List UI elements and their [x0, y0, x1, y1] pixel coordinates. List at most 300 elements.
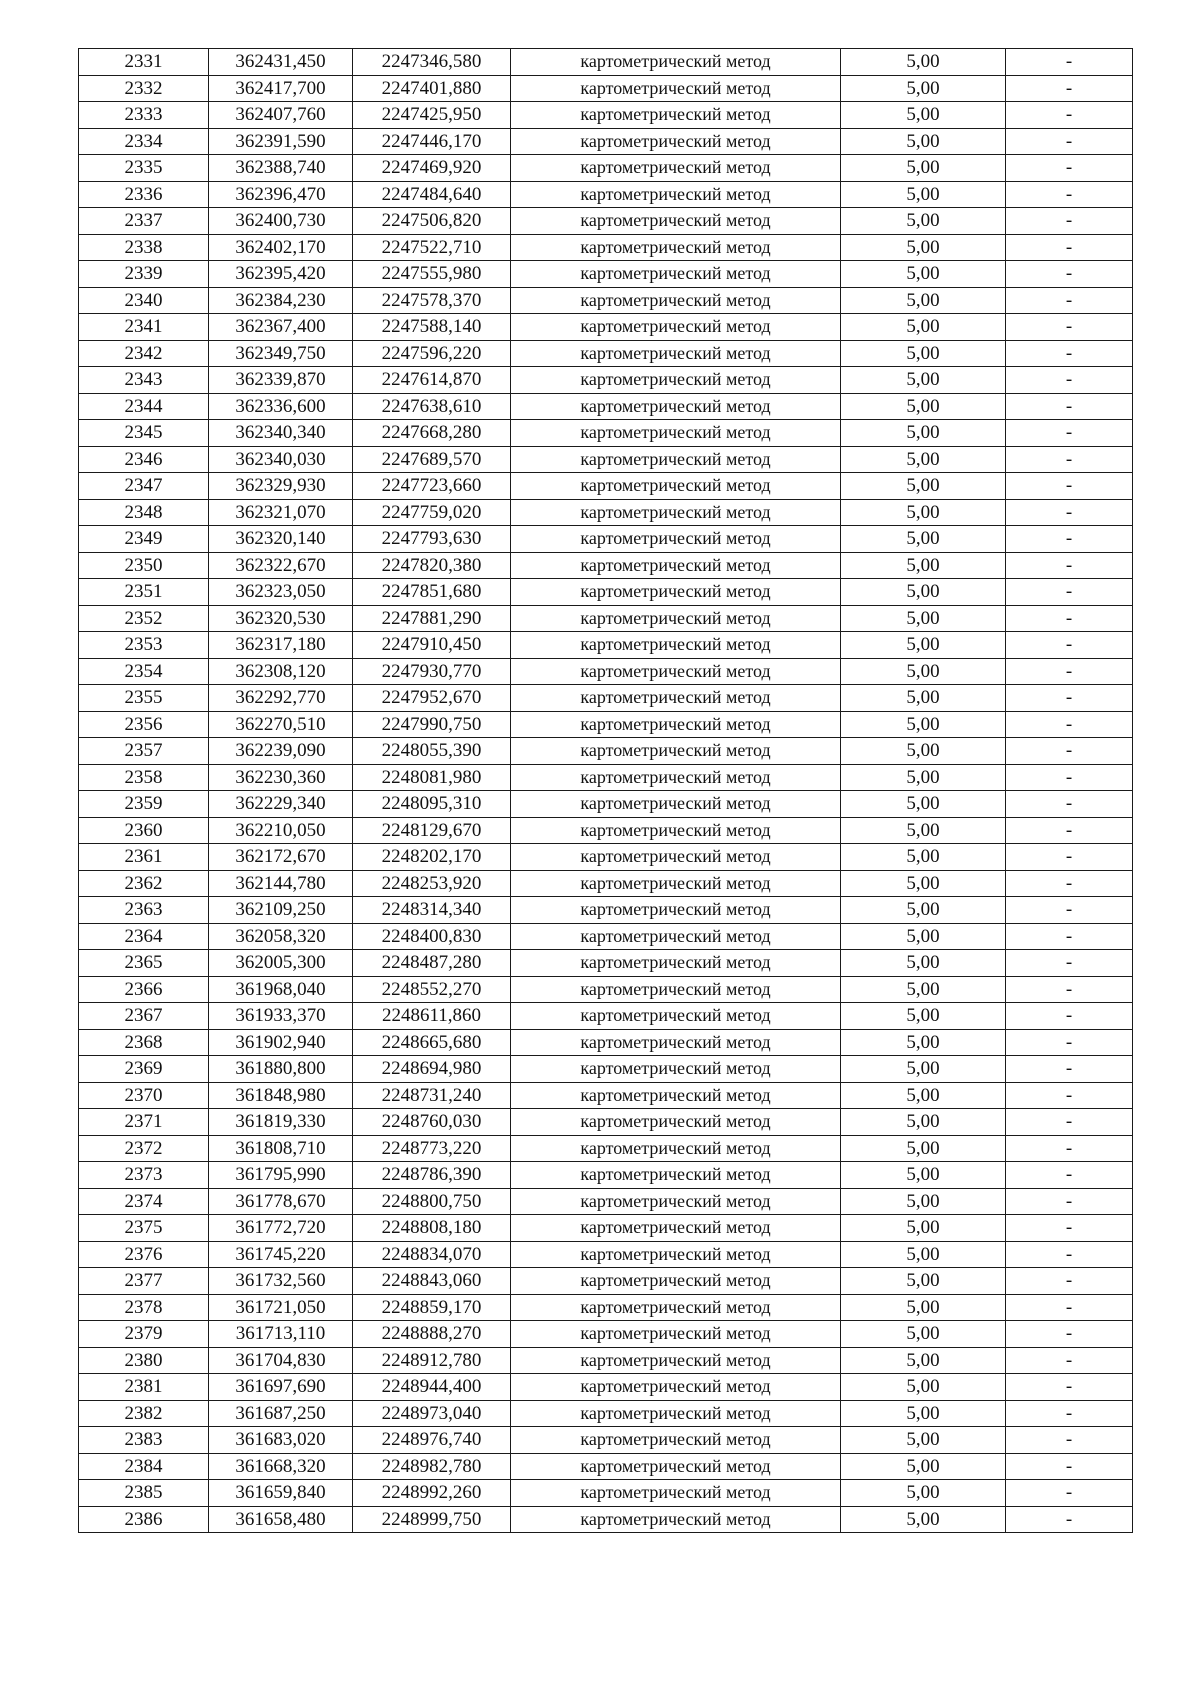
x-coordinate-cell: 361697,690 — [209, 1374, 353, 1401]
y-coordinate-cell: 2247638,610 — [353, 393, 511, 420]
x-coordinate-cell: 361658,480 — [209, 1506, 353, 1533]
x-coordinate-cell: 361795,990 — [209, 1162, 353, 1189]
table-row — [79, 1294, 1133, 1321]
table-row — [79, 1135, 1133, 1162]
y-coordinate-cell: 2248202,170 — [353, 844, 511, 871]
table-row — [79, 1188, 1133, 1215]
accuracy-cell: 5,00 — [841, 499, 1006, 526]
accuracy-cell: 5,00 — [841, 1400, 1006, 1427]
x-coordinate-cell: 361880,800 — [209, 1056, 353, 1083]
y-coordinate-cell: 2248552,270 — [353, 976, 511, 1003]
method-cell: картометрический метод — [511, 685, 841, 712]
description-cell: - — [1006, 1268, 1133, 1295]
x-coordinate-cell: 362321,070 — [209, 499, 353, 526]
y-coordinate-cell: 2247881,290 — [353, 605, 511, 632]
description-cell: - — [1006, 579, 1133, 606]
method-cell: картометрический метод — [511, 844, 841, 871]
accuracy-cell: 5,00 — [841, 791, 1006, 818]
y-coordinate-cell: 2248982,780 — [353, 1453, 511, 1480]
table-row — [79, 1268, 1133, 1295]
method-cell: картометрический метод — [511, 102, 841, 129]
method-cell: картометрический метод — [511, 1162, 841, 1189]
method-cell: картометрический метод — [511, 1188, 841, 1215]
accuracy-cell: 5,00 — [841, 446, 1006, 473]
point-number-cell: 2384 — [79, 1453, 209, 1480]
point-number-cell: 2375 — [79, 1215, 209, 1242]
point-number-cell: 2342 — [79, 340, 209, 367]
y-coordinate-cell: 2248773,220 — [353, 1135, 511, 1162]
accuracy-cell: 5,00 — [841, 1215, 1006, 1242]
x-coordinate-cell: 362417,700 — [209, 75, 353, 102]
table-row — [79, 155, 1133, 182]
table-row — [79, 1109, 1133, 1136]
x-coordinate-cell: 362320,140 — [209, 526, 353, 553]
point-number-cell: 2357 — [79, 738, 209, 765]
method-cell: картометрический метод — [511, 632, 841, 659]
description-cell: - — [1006, 526, 1133, 553]
accuracy-cell: 5,00 — [841, 393, 1006, 420]
y-coordinate-cell: 2247614,870 — [353, 367, 511, 394]
y-coordinate-cell: 2247555,980 — [353, 261, 511, 288]
description-cell: - — [1006, 393, 1133, 420]
method-cell: картометрический метод — [511, 1400, 841, 1427]
method-cell: картометрический метод — [511, 314, 841, 341]
accuracy-cell: 5,00 — [841, 1056, 1006, 1083]
x-coordinate-cell: 361668,320 — [209, 1453, 353, 1480]
table-row — [79, 711, 1133, 738]
accuracy-cell: 5,00 — [841, 1241, 1006, 1268]
description-cell: - — [1006, 446, 1133, 473]
x-coordinate-cell: 361819,330 — [209, 1109, 353, 1136]
method-cell: картометрический метод — [511, 1294, 841, 1321]
y-coordinate-cell: 2247446,170 — [353, 128, 511, 155]
table-row — [79, 1506, 1133, 1533]
point-number-cell: 2382 — [79, 1400, 209, 1427]
x-coordinate-cell: 361659,840 — [209, 1480, 353, 1507]
table-row — [79, 102, 1133, 129]
description-cell: - — [1006, 658, 1133, 685]
y-coordinate-cell: 2248760,030 — [353, 1109, 511, 1136]
y-coordinate-cell: 2247930,770 — [353, 658, 511, 685]
y-coordinate-cell: 2248694,980 — [353, 1056, 511, 1083]
x-coordinate-cell: 362210,050 — [209, 817, 353, 844]
y-coordinate-cell: 2248834,070 — [353, 1241, 511, 1268]
description-cell: - — [1006, 711, 1133, 738]
table-row — [79, 526, 1133, 553]
x-coordinate-cell: 361745,220 — [209, 1241, 353, 1268]
point-number-cell: 2383 — [79, 1427, 209, 1454]
x-coordinate-cell: 362172,670 — [209, 844, 353, 871]
y-coordinate-cell: 2248808,180 — [353, 1215, 511, 1242]
y-coordinate-cell: 2247820,380 — [353, 552, 511, 579]
table-row — [79, 1056, 1133, 1083]
point-number-cell: 2381 — [79, 1374, 209, 1401]
x-coordinate-cell: 361687,250 — [209, 1400, 353, 1427]
description-cell: - — [1006, 287, 1133, 314]
method-cell: картометрический метод — [511, 1268, 841, 1295]
point-number-cell: 2372 — [79, 1135, 209, 1162]
y-coordinate-cell: 2248843,060 — [353, 1268, 511, 1295]
y-coordinate-cell: 2248095,310 — [353, 791, 511, 818]
point-number-cell: 2337 — [79, 208, 209, 235]
table-row — [79, 75, 1133, 102]
description-cell: - — [1006, 923, 1133, 950]
description-cell: - — [1006, 1135, 1133, 1162]
point-number-cell: 2367 — [79, 1003, 209, 1030]
y-coordinate-cell: 2248973,040 — [353, 1400, 511, 1427]
y-coordinate-cell: 2248800,750 — [353, 1188, 511, 1215]
accuracy-cell: 5,00 — [841, 1268, 1006, 1295]
description-cell: - — [1006, 844, 1133, 871]
x-coordinate-cell: 361968,040 — [209, 976, 353, 1003]
table-row — [79, 1003, 1133, 1030]
accuracy-cell: 5,00 — [841, 1003, 1006, 1030]
point-number-cell: 2378 — [79, 1294, 209, 1321]
x-coordinate-cell: 362396,470 — [209, 181, 353, 208]
x-coordinate-cell: 362292,770 — [209, 685, 353, 712]
accuracy-cell: 5,00 — [841, 367, 1006, 394]
point-number-cell: 2344 — [79, 393, 209, 420]
description-cell: - — [1006, 791, 1133, 818]
accuracy-cell: 5,00 — [841, 764, 1006, 791]
table-row — [79, 579, 1133, 606]
method-cell: картометрический метод — [511, 764, 841, 791]
y-coordinate-cell: 2247793,630 — [353, 526, 511, 553]
y-coordinate-cell: 2248976,740 — [353, 1427, 511, 1454]
accuracy-cell: 5,00 — [841, 1453, 1006, 1480]
accuracy-cell: 5,00 — [841, 1082, 1006, 1109]
point-number-cell: 2359 — [79, 791, 209, 818]
point-number-cell: 2368 — [79, 1029, 209, 1056]
method-cell: картометрический метод — [511, 155, 841, 182]
method-cell: картометрический метод — [511, 1480, 841, 1507]
x-coordinate-cell: 361772,720 — [209, 1215, 353, 1242]
method-cell: картометрический метод — [511, 1241, 841, 1268]
table-row — [79, 1400, 1133, 1427]
table-row — [79, 605, 1133, 632]
x-coordinate-cell: 362391,590 — [209, 128, 353, 155]
point-number-cell: 2361 — [79, 844, 209, 871]
table-row — [79, 1082, 1133, 1109]
description-cell: - — [1006, 181, 1133, 208]
x-coordinate-cell: 361732,560 — [209, 1268, 353, 1295]
accuracy-cell: 5,00 — [841, 208, 1006, 235]
accuracy-cell: 5,00 — [841, 1374, 1006, 1401]
method-cell: картометрический метод — [511, 1506, 841, 1533]
method-cell: картометрический метод — [511, 340, 841, 367]
accuracy-cell: 5,00 — [841, 155, 1006, 182]
table-row — [79, 446, 1133, 473]
accuracy-cell: 5,00 — [841, 1347, 1006, 1374]
x-coordinate-cell: 362322,670 — [209, 552, 353, 579]
description-cell: - — [1006, 1294, 1133, 1321]
x-coordinate-cell: 361704,830 — [209, 1347, 353, 1374]
y-coordinate-cell: 2247668,280 — [353, 420, 511, 447]
description-cell: - — [1006, 764, 1133, 791]
y-coordinate-cell: 2248314,340 — [353, 897, 511, 924]
y-coordinate-cell: 2248859,170 — [353, 1294, 511, 1321]
y-coordinate-cell: 2247596,220 — [353, 340, 511, 367]
accuracy-cell: 5,00 — [841, 632, 1006, 659]
x-coordinate-cell: 361848,980 — [209, 1082, 353, 1109]
x-coordinate-cell: 362336,600 — [209, 393, 353, 420]
description-cell: - — [1006, 1321, 1133, 1348]
x-coordinate-cell: 362005,300 — [209, 950, 353, 977]
x-coordinate-cell: 362388,740 — [209, 155, 353, 182]
y-coordinate-cell: 2247990,750 — [353, 711, 511, 738]
description-cell: - — [1006, 1162, 1133, 1189]
method-cell: картометрический метод — [511, 1056, 841, 1083]
description-cell: - — [1006, 234, 1133, 261]
description-cell: - — [1006, 367, 1133, 394]
point-number-cell: 2335 — [79, 155, 209, 182]
description-cell: - — [1006, 1400, 1133, 1427]
accuracy-cell: 5,00 — [841, 950, 1006, 977]
table-row — [79, 1029, 1133, 1056]
x-coordinate-cell: 361808,710 — [209, 1135, 353, 1162]
y-coordinate-cell: 2248731,240 — [353, 1082, 511, 1109]
accuracy-cell: 5,00 — [841, 1480, 1006, 1507]
y-coordinate-cell: 2248129,670 — [353, 817, 511, 844]
point-number-cell: 2358 — [79, 764, 209, 791]
point-number-cell: 2347 — [79, 473, 209, 500]
description-cell: - — [1006, 1188, 1133, 1215]
method-cell: картометрический метод — [511, 1135, 841, 1162]
description-cell: - — [1006, 102, 1133, 129]
method-cell: картометрический метод — [511, 499, 841, 526]
accuracy-cell: 5,00 — [841, 1506, 1006, 1533]
description-cell: - — [1006, 155, 1133, 182]
point-number-cell: 2362 — [79, 870, 209, 897]
x-coordinate-cell: 362340,030 — [209, 446, 353, 473]
y-coordinate-cell: 2247425,950 — [353, 102, 511, 129]
accuracy-cell: 5,00 — [841, 234, 1006, 261]
point-number-cell: 2349 — [79, 526, 209, 553]
point-number-cell: 2345 — [79, 420, 209, 447]
description-cell: - — [1006, 552, 1133, 579]
y-coordinate-cell: 2247723,660 — [353, 473, 511, 500]
description-cell: - — [1006, 1427, 1133, 1454]
accuracy-cell: 5,00 — [841, 711, 1006, 738]
description-cell: - — [1006, 1480, 1133, 1507]
y-coordinate-cell: 2248999,750 — [353, 1506, 511, 1533]
point-number-cell: 2364 — [79, 923, 209, 950]
y-coordinate-cell: 2248888,270 — [353, 1321, 511, 1348]
y-coordinate-cell: 2247401,880 — [353, 75, 511, 102]
table-row — [79, 393, 1133, 420]
y-coordinate-cell: 2248487,280 — [353, 950, 511, 977]
table-row — [79, 552, 1133, 579]
point-number-cell: 2350 — [79, 552, 209, 579]
table-row — [79, 287, 1133, 314]
method-cell: картометрический метод — [511, 711, 841, 738]
method-cell: картометрический метод — [511, 791, 841, 818]
method-cell: картометрический метод — [511, 128, 841, 155]
y-coordinate-cell: 2248081,980 — [353, 764, 511, 791]
accuracy-cell: 5,00 — [841, 261, 1006, 288]
description-cell: - — [1006, 1453, 1133, 1480]
table-row — [79, 658, 1133, 685]
table-row — [79, 261, 1133, 288]
table-row — [79, 950, 1133, 977]
point-number-cell: 2370 — [79, 1082, 209, 1109]
point-number-cell: 2341 — [79, 314, 209, 341]
description-cell: - — [1006, 128, 1133, 155]
point-number-cell: 2346 — [79, 446, 209, 473]
x-coordinate-cell: 362349,750 — [209, 340, 353, 367]
table-row — [79, 128, 1133, 155]
description-cell: - — [1006, 738, 1133, 765]
y-coordinate-cell: 2247346,580 — [353, 49, 511, 76]
accuracy-cell: 5,00 — [841, 473, 1006, 500]
method-cell: картометрический метод — [511, 579, 841, 606]
accuracy-cell: 5,00 — [841, 1162, 1006, 1189]
point-number-cell: 2348 — [79, 499, 209, 526]
point-number-cell: 2360 — [79, 817, 209, 844]
accuracy-cell: 5,00 — [841, 287, 1006, 314]
y-coordinate-cell: 2248611,860 — [353, 1003, 511, 1030]
point-number-cell: 2340 — [79, 287, 209, 314]
point-number-cell: 2376 — [79, 1241, 209, 1268]
accuracy-cell: 5,00 — [841, 552, 1006, 579]
document-page — [78, 48, 1132, 1533]
table-row — [79, 208, 1133, 235]
point-number-cell: 2336 — [79, 181, 209, 208]
table-row — [79, 1453, 1133, 1480]
point-number-cell: 2371 — [79, 1109, 209, 1136]
point-number-cell: 2351 — [79, 579, 209, 606]
y-coordinate-cell: 2248912,780 — [353, 1347, 511, 1374]
table-row — [79, 791, 1133, 818]
table-row — [79, 1374, 1133, 1401]
x-coordinate-cell: 362239,090 — [209, 738, 353, 765]
description-cell: - — [1006, 420, 1133, 447]
x-coordinate-cell: 362144,780 — [209, 870, 353, 897]
coordinates-table-body — [79, 49, 1133, 1533]
coordinates-table — [78, 48, 1133, 1533]
table-row — [79, 473, 1133, 500]
x-coordinate-cell: 362229,340 — [209, 791, 353, 818]
accuracy-cell: 5,00 — [841, 1135, 1006, 1162]
y-coordinate-cell: 2247588,140 — [353, 314, 511, 341]
y-coordinate-cell: 2247469,920 — [353, 155, 511, 182]
method-cell: картометрический метод — [511, 923, 841, 950]
accuracy-cell: 5,00 — [841, 75, 1006, 102]
point-number-cell: 2380 — [79, 1347, 209, 1374]
table-row — [79, 976, 1133, 1003]
accuracy-cell: 5,00 — [841, 1188, 1006, 1215]
description-cell: - — [1006, 314, 1133, 341]
description-cell: - — [1006, 632, 1133, 659]
table-row — [79, 764, 1133, 791]
x-coordinate-cell: 362367,400 — [209, 314, 353, 341]
x-coordinate-cell: 361933,370 — [209, 1003, 353, 1030]
accuracy-cell: 5,00 — [841, 102, 1006, 129]
accuracy-cell: 5,00 — [841, 976, 1006, 1003]
table-row — [79, 1480, 1133, 1507]
description-cell: - — [1006, 897, 1133, 924]
x-coordinate-cell: 361902,940 — [209, 1029, 353, 1056]
method-cell: картометрический метод — [511, 526, 841, 553]
point-number-cell: 2332 — [79, 75, 209, 102]
x-coordinate-cell: 362400,730 — [209, 208, 353, 235]
x-coordinate-cell: 362339,870 — [209, 367, 353, 394]
method-cell: картометрический метод — [511, 473, 841, 500]
method-cell: картометрический метод — [511, 446, 841, 473]
description-cell: - — [1006, 499, 1133, 526]
point-number-cell: 2373 — [79, 1162, 209, 1189]
description-cell: - — [1006, 75, 1133, 102]
accuracy-cell: 5,00 — [841, 817, 1006, 844]
table-row — [79, 738, 1133, 765]
method-cell: картометрический метод — [511, 1109, 841, 1136]
x-coordinate-cell: 362340,340 — [209, 420, 353, 447]
method-cell: картометрический метод — [511, 208, 841, 235]
table-row — [79, 234, 1133, 261]
method-cell: картометрический метод — [511, 393, 841, 420]
description-cell: - — [1006, 1056, 1133, 1083]
table-row — [79, 685, 1133, 712]
accuracy-cell: 5,00 — [841, 897, 1006, 924]
method-cell: картометрический метод — [511, 817, 841, 844]
point-number-cell: 2355 — [79, 685, 209, 712]
y-coordinate-cell: 2248786,390 — [353, 1162, 511, 1189]
accuracy-cell: 5,00 — [841, 658, 1006, 685]
x-coordinate-cell: 361683,020 — [209, 1427, 353, 1454]
description-cell: - — [1006, 1374, 1133, 1401]
x-coordinate-cell: 362329,930 — [209, 473, 353, 500]
y-coordinate-cell: 2247759,020 — [353, 499, 511, 526]
point-number-cell: 2377 — [79, 1268, 209, 1295]
point-number-cell: 2343 — [79, 367, 209, 394]
x-coordinate-cell: 362402,170 — [209, 234, 353, 261]
method-cell: картометрический метод — [511, 1427, 841, 1454]
accuracy-cell: 5,00 — [841, 314, 1006, 341]
accuracy-cell: 5,00 — [841, 526, 1006, 553]
x-coordinate-cell: 362395,420 — [209, 261, 353, 288]
accuracy-cell: 5,00 — [841, 1294, 1006, 1321]
point-number-cell: 2366 — [79, 976, 209, 1003]
method-cell: картометрический метод — [511, 1003, 841, 1030]
y-coordinate-cell: 2248665,680 — [353, 1029, 511, 1056]
accuracy-cell: 5,00 — [841, 128, 1006, 155]
x-coordinate-cell: 362109,250 — [209, 897, 353, 924]
y-coordinate-cell: 2247689,570 — [353, 446, 511, 473]
table-row — [79, 1241, 1133, 1268]
table-row — [79, 1347, 1133, 1374]
point-number-cell: 2339 — [79, 261, 209, 288]
method-cell: картометрический метод — [511, 1374, 841, 1401]
description-cell: - — [1006, 340, 1133, 367]
y-coordinate-cell: 2247851,680 — [353, 579, 511, 606]
x-coordinate-cell: 362317,180 — [209, 632, 353, 659]
accuracy-cell: 5,00 — [841, 870, 1006, 897]
x-coordinate-cell: 362431,450 — [209, 49, 353, 76]
method-cell: картометрический метод — [511, 181, 841, 208]
y-coordinate-cell: 2248055,390 — [353, 738, 511, 765]
x-coordinate-cell: 362230,360 — [209, 764, 353, 791]
description-cell: - — [1006, 1082, 1133, 1109]
description-cell: - — [1006, 950, 1133, 977]
method-cell: картометрический метод — [511, 950, 841, 977]
point-number-cell: 2354 — [79, 658, 209, 685]
table-row — [79, 870, 1133, 897]
accuracy-cell: 5,00 — [841, 340, 1006, 367]
accuracy-cell: 5,00 — [841, 685, 1006, 712]
accuracy-cell: 5,00 — [841, 923, 1006, 950]
method-cell: картометрический метод — [511, 367, 841, 394]
point-number-cell: 2334 — [79, 128, 209, 155]
